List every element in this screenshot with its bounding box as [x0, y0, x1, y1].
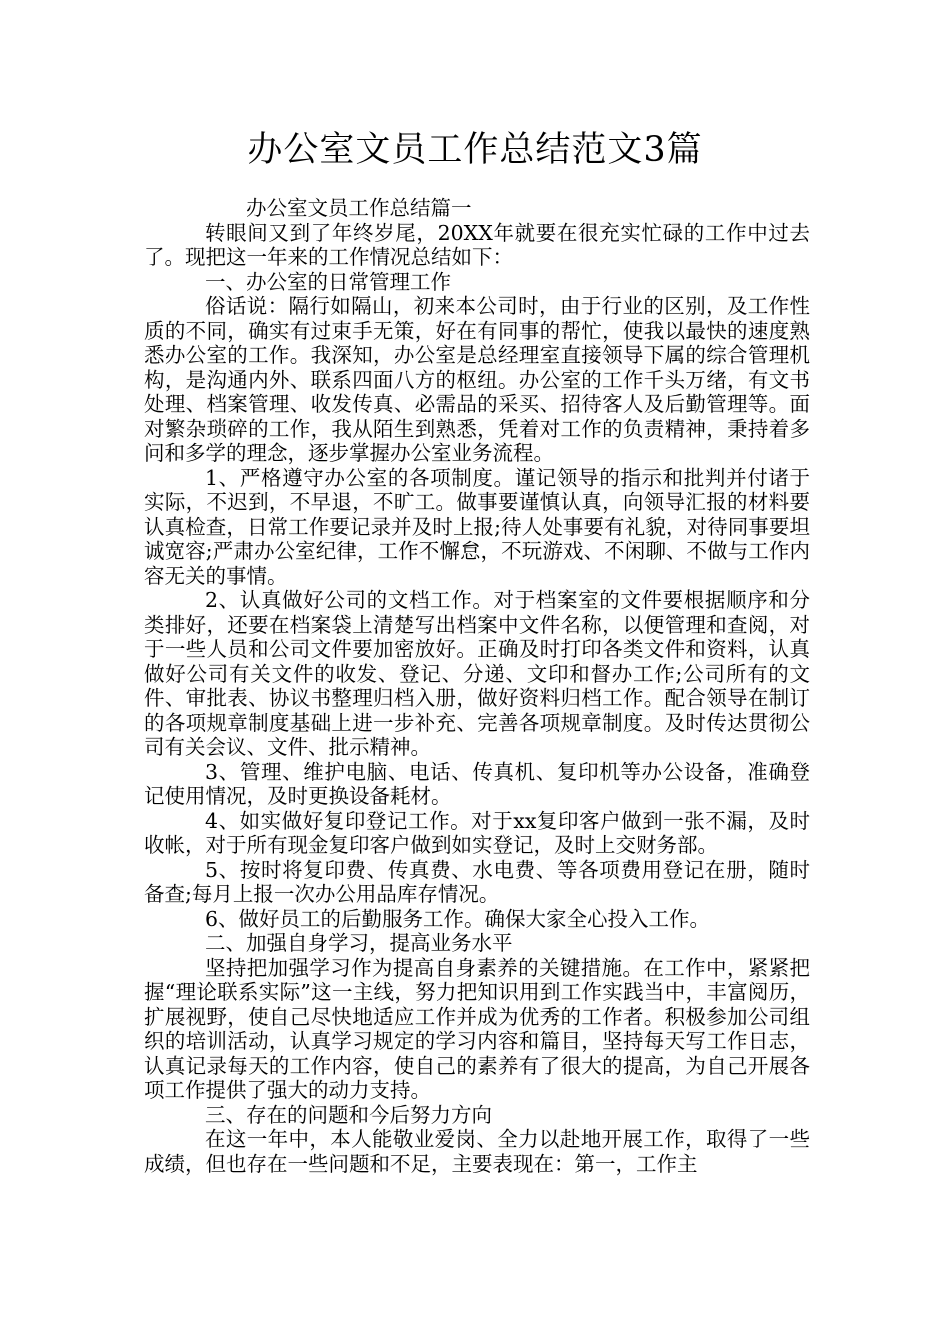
section-subtitle: 办公室文员工作总结篇一: [246, 196, 472, 220]
paragraph-problems: 在这一年中，本人能敬业爱岗、全力以赴地开展工作，取得了一些成绩，但也存在一些问题和不足，主要表现在：第一，工作主: [144, 1127, 810, 1176]
list-item-4: 4、如实做好复印登记工作。对于xx复印客户做到一张不漏，及时收帐，对于所有现金复印客户做到如实登记，及时上交财务部。: [144, 808, 810, 857]
document-body: [144, 196, 810, 1176]
section-heading-2: 二、加强自身学习，提高业务水平: [205, 931, 513, 955]
section-heading-3: 三、存在的问题和今后努力方向: [205, 1102, 492, 1127]
list-item-1: 1、严格遵守办公室的各项制度。谨记领导的指示和批判并付诸于实际，不迟到，不早退，不旷工。做事要谨慎认真，向领导汇报的材料要认真检查，日常工作要记录并及时上报;待人处事要有礼貌，对待同事要坦诚宽容;严肃办公室纪律，工作不懈怠，不玩游戏、不闲聊、不做与工作内容无关的事情。: [144, 465, 810, 588]
list-item-6: 6、做好员工的后勤服务工作。确保大家全心投入工作。: [205, 906, 711, 931]
list-item-2: 2、认真做好公司的文档工作。对于档案室的文件要根据顺序和分类排好，还要在档案袋上清楚写出档案中文件名称，以便管理和查阅，对于一些人员和公司文件要加密放好。正确及时打印各类文件和资料，认真做好公司有关文件的收发、登记、分递、文印和督办工作;公司所有的文件、审批表、协议书整理归档入册，做好资料归档工作。配合领导在制订的各项规章制度基础上进一步补充、完善各项规章制度。及时传达贯彻公司有关会议、文件、批示精神。: [144, 588, 810, 759]
paragraph-self-study: 坚持把加强学习作为提高自身素养的关键措施。在工作中，紧紧把握“理论联系实际”这一主线，努力把知识用到工作实践当中，丰富阅历，扩展视野，使自己尽快地适应工作并成为优秀的工作者。积极参加公司组织的培训活动，认真学习规定的学习内容和篇目，坚持每天写工作日志，认真记录每天的工作内容，使自己的素养有了很大的提高，为自己开展各项工作提供了强大的动力支持。: [144, 955, 810, 1102]
section-heading-1: 一、办公室的日常管理工作: [205, 269, 451, 294]
list-item-5: 5、按时将复印费、传真费、水电费、等各项费用登记在册，随时备查;每月上报一次办公用品库存情况。: [144, 857, 810, 906]
document-title: 办公室文员工作总结范文3篇: [247, 130, 703, 170]
list-item-3: 3、管理、维护电脑、电话、传真机、复印机等办公设备，准确登记使用情况，及时更换设备耗材。: [144, 759, 810, 808]
paragraph-daily-management: 俗话说：隔行如隔山，初来本公司时，由于行业的区别，及工作性质的不同，确实有过束手无策，好在有同事的帮忙，使我以最快的速度熟悉办公室的工作。我深知，办公室是总经理室直接领导下属的综合管理机构，是沟通内外、联系四面八方的枢纽。办公室的工作千头万绪，有文书处理、档案管理、收发传真、必需品的采买、招待客人及后勤管理等。面对繁杂琐碎的工作，我从陌生到熟悉，凭着对工作的负责精神，秉持着多问和多学的理念，逐步掌握办公室业务流程。: [144, 294, 810, 465]
paragraph-intro: 转眼间又到了年终岁尾，20XX年就要在很充实忙碌的工作中过去了。现把这一年来的工作情况总结如下：: [144, 220, 810, 269]
